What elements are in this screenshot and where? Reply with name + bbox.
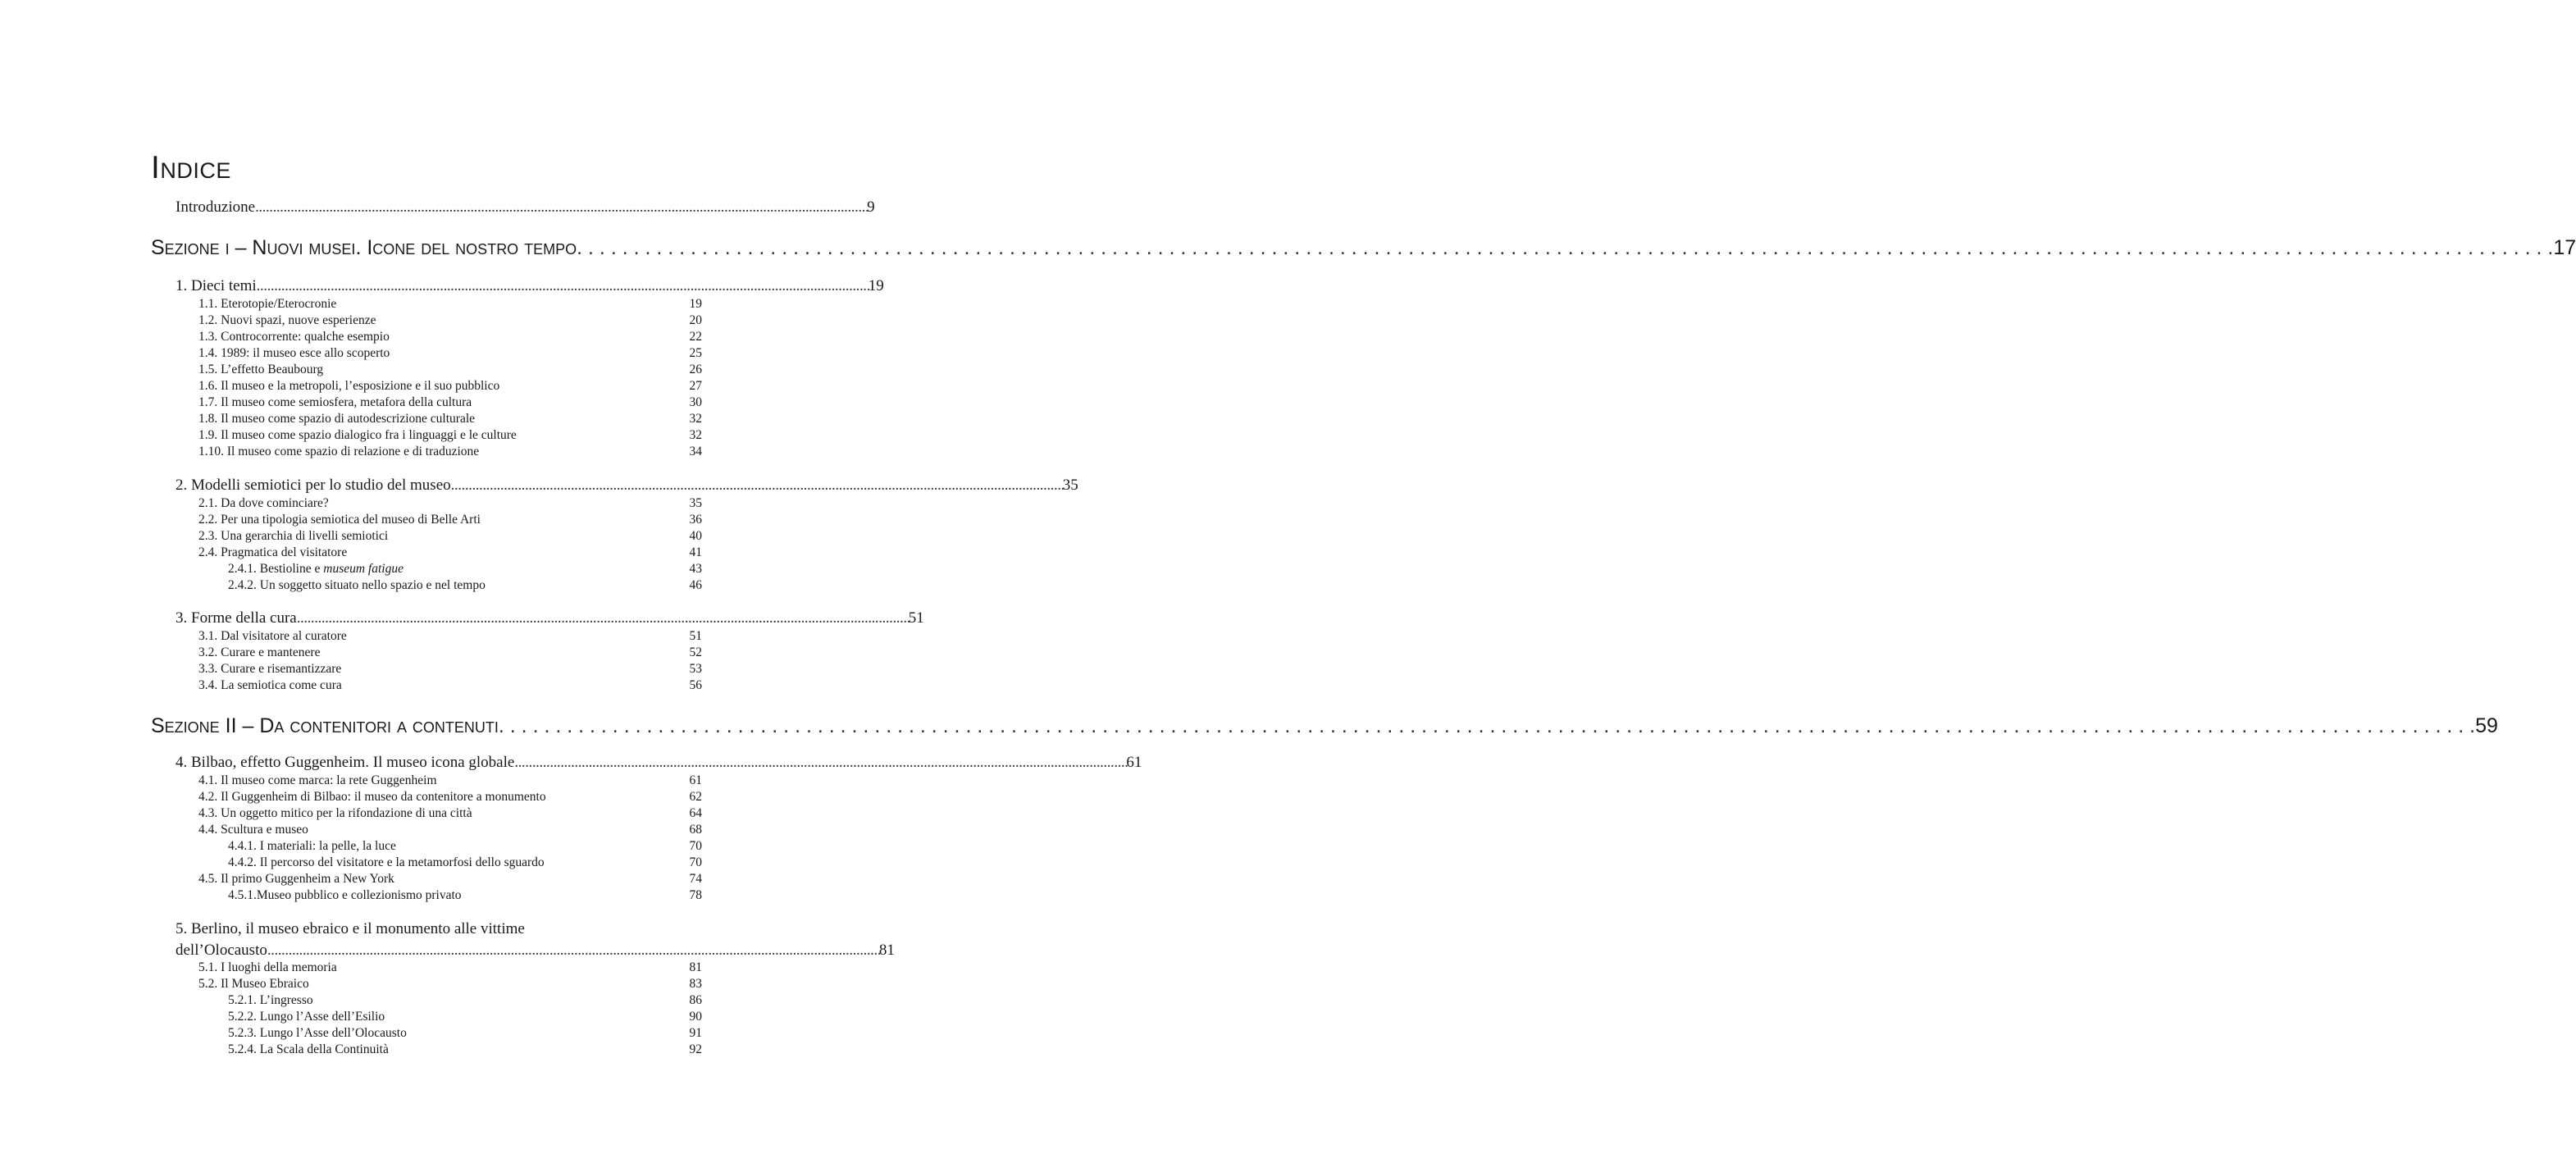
entry-page: 52 [689, 645, 702, 659]
toc-page [151, 0, 2576, 1163]
toc-subentry [151, 662, 702, 677]
section-page: 17 [2553, 236, 2576, 259]
toc-subentry [151, 445, 702, 459]
entry-page: 40 [689, 529, 702, 543]
entry-title: 2.4.1. Bestioline e museum fatigue [228, 562, 403, 576]
toc-subentry [151, 545, 702, 560]
toc-subentry [151, 428, 702, 443]
toc-chapter-2 [151, 477, 1078, 495]
entry-page: 35 [689, 496, 702, 510]
toc-subentry [151, 529, 702, 544]
toc-subentry [151, 379, 702, 394]
entry-page: 62 [689, 790, 702, 804]
entry-title: 3.4. La semiotica come cura [198, 678, 342, 692]
toc-subsubentry [151, 855, 702, 870]
toc-subsubentry [151, 993, 702, 1008]
entry-title: 5.2.1. L’ingresso [228, 993, 313, 1007]
entry-page: 46 [689, 578, 702, 592]
entry-title: 4.2. Il Guggenheim di Bilbao: il museo da contenitore a monumento [198, 790, 546, 804]
entry-title: 4.4.1. I materiali: la pelle, la luce [228, 839, 396, 853]
entry-page: 41 [689, 545, 702, 559]
entry-title: 1.1. Eterotopie/Eterocronie [198, 297, 337, 311]
entry-page: 51 [689, 629, 702, 643]
entry-title: 1.4. 1989: il museo esce allo scoperto [198, 346, 390, 360]
section-heading-1 [151, 236, 2576, 260]
entry-page: 70 [689, 839, 702, 853]
entry-page: 30 [689, 395, 702, 409]
entry-page: 81 [878, 942, 895, 959]
entry-title: 1.7. Il museo come semiosfera, metafora della cultura [198, 395, 472, 409]
entry-title: 3.1. Dal visitatore al curatore [198, 629, 347, 643]
dot-leader [451, 477, 1063, 495]
toc-subentry [151, 513, 702, 527]
entry-title: 1.5. L’effetto Beaubourg [198, 363, 324, 376]
entry-page: 83 [689, 977, 702, 991]
toc-subentry [151, 363, 702, 377]
toc-subentry [151, 346, 702, 361]
entry-title: 1. Dieci temi [176, 277, 257, 294]
entry-page: 78 [689, 888, 702, 902]
toc-subsubentry [151, 888, 702, 903]
dot-leader [577, 236, 2553, 260]
toc-subentry [151, 395, 702, 410]
entry-page: 91 [689, 1026, 702, 1040]
toc-entry-introduzione [151, 198, 875, 217]
toc-subentry [151, 823, 702, 837]
entry-page: 56 [689, 678, 702, 692]
entry-page: 36 [689, 513, 702, 527]
toc-subentry [151, 977, 702, 992]
toc-subentry [151, 960, 702, 975]
section-heading-2 [151, 714, 2498, 738]
dot-leader [257, 277, 869, 295]
entry-title: 2.1. Da dove cominciare? [198, 496, 329, 510]
dot-leader [297, 609, 909, 627]
entry-page: 20 [689, 313, 702, 327]
entry-title: 2.2. Per una tipologia semiotica del museo di Belle Arti [198, 513, 481, 527]
entry-title: 4.5.1.Museo pubblico e collezionismo privato [228, 888, 462, 902]
entry-title: 3. Forme della cura [176, 609, 297, 627]
entry-page: 27 [689, 379, 702, 393]
entry-title: 1.8. Il museo come spazio di autodescrizione culturale [198, 412, 476, 426]
entry-title: 1.10. Il museo come spazio di relazione e di traduzione [198, 445, 480, 458]
entry-page: 19 [689, 297, 702, 311]
entry-page: 61 [689, 773, 702, 787]
entry-title: 4.5. Il primo Guggenheim a New York [198, 872, 394, 886]
entry-title: 5.2.3. Lungo l’Asse dell’Olocausto [228, 1026, 407, 1040]
toc-subentry [151, 412, 702, 426]
entry-page: 19 [868, 277, 884, 294]
entry-page: 70 [689, 855, 702, 869]
entry-page: 68 [689, 823, 702, 837]
entry-page: 86 [689, 993, 702, 1007]
entry-page: 9 [867, 198, 875, 216]
entry-title: 5.2.2. Lungo l’Asse dell’Esilio [228, 1010, 385, 1024]
entry-page: 32 [689, 412, 702, 426]
entry-title: 2.3. Una gerarchia di livelli semiotici [198, 529, 389, 543]
section-page: 59 [2475, 714, 2498, 737]
section-title: Sezione i – Nuovi musei. Icone del nostro tempo [151, 236, 577, 259]
entry-page: 26 [689, 363, 702, 376]
entry-page: 90 [689, 1010, 702, 1024]
entry-page: 92 [689, 1042, 702, 1056]
entry-page: 53 [689, 662, 702, 676]
dot-leader [267, 942, 879, 960]
entry-title: 1.6. Il museo e la metropoli, l’esposizione e il suo pubblico [198, 379, 500, 393]
entry-title: 2.4.2. Un soggetto situato nello spazio e nel tempo [228, 578, 486, 592]
entry-title: 3.2. Curare e mantenere [198, 645, 321, 659]
entry-title: 2. Modelli semiotici per lo studio del museo [176, 477, 451, 494]
toc-subentry [151, 773, 702, 788]
entry-page: 32 [689, 428, 702, 442]
toc-subentry [151, 872, 702, 887]
entry-page: 81 [689, 960, 702, 974]
entry-title: 1.2. Nuovi spazi, nuove esperienze [198, 313, 376, 327]
entry-title: Introduzione [176, 198, 256, 216]
entry-page: 74 [689, 872, 702, 886]
toc-subsubentry [151, 562, 702, 577]
entry-page: 22 [689, 330, 702, 344]
dot-leader [499, 714, 2475, 738]
entry-title: 5.2. Il Museo Ebraico [198, 977, 309, 991]
toc-subentry [151, 297, 702, 312]
entry-title: 4. Bilbao, effetto Guggenheim. Il museo icona globale [176, 754, 515, 771]
toc-chapter-5-line1: 5. Berlino, il museo ebraico e il monumento alle vittime [176, 920, 525, 937]
toc-subentry [151, 806, 702, 821]
entry-title: 1.3. Controcorrente: qualche esempio [198, 330, 390, 344]
entry-title: 5.1. I luoghi della memoria [198, 960, 337, 974]
dot-leader [514, 754, 1126, 772]
toc-subentry [151, 790, 702, 805]
section-title: Sezione II – Da contenitori a contenuti [151, 714, 499, 737]
entry-page: 35 [1062, 477, 1078, 494]
dot-leader [255, 198, 867, 217]
toc-subsubentry [151, 1010, 702, 1024]
entry-page: 64 [689, 806, 702, 820]
toc-subentry [151, 629, 702, 644]
entry-title: 4.1. Il museo come marca: la rete Guggenheim [198, 773, 437, 787]
toc-subentry [151, 678, 702, 693]
toc-chapter-4 [151, 754, 1142, 772]
toc-subentry [151, 313, 702, 328]
entry-page: 51 [908, 609, 924, 627]
entry-page: 61 [1126, 754, 1142, 771]
toc-subsubentry [151, 1042, 702, 1057]
entry-title: 2.4. Pragmatica del visitatore [198, 545, 348, 559]
toc-subsubentry [151, 578, 702, 593]
entry-page: 25 [689, 346, 702, 360]
toc-chapter-1 [151, 277, 884, 295]
page-title: Indice [151, 150, 231, 185]
entry-title: dell’Olocausto [176, 942, 267, 959]
toc-subentry [151, 645, 702, 660]
toc-subentry [151, 330, 702, 344]
toc-subsubentry [151, 839, 702, 854]
entry-title: 4.3. Un oggetto mitico per la rifondazione di una città [198, 806, 472, 820]
entry-title: 4.4. Scultura e museo [198, 823, 308, 837]
entry-page: 34 [689, 445, 702, 458]
entry-title: 3.3. Curare e risemantizzare [198, 662, 342, 676]
entry-title: 5.2.4. La Scala della Continuità [228, 1042, 389, 1056]
entry-page: 43 [689, 562, 702, 576]
entry-title: 4.4.2. Il percorso del visitatore e la metamorfosi dello sguardo [228, 855, 545, 869]
toc-chapter-5 [151, 942, 895, 960]
entry-title: 1.9. Il museo come spazio dialogico fra i linguaggi e le culture [198, 428, 517, 442]
toc-subsubentry [151, 1026, 702, 1041]
toc-chapter-3 [151, 609, 924, 627]
toc-subentry [151, 496, 702, 511]
